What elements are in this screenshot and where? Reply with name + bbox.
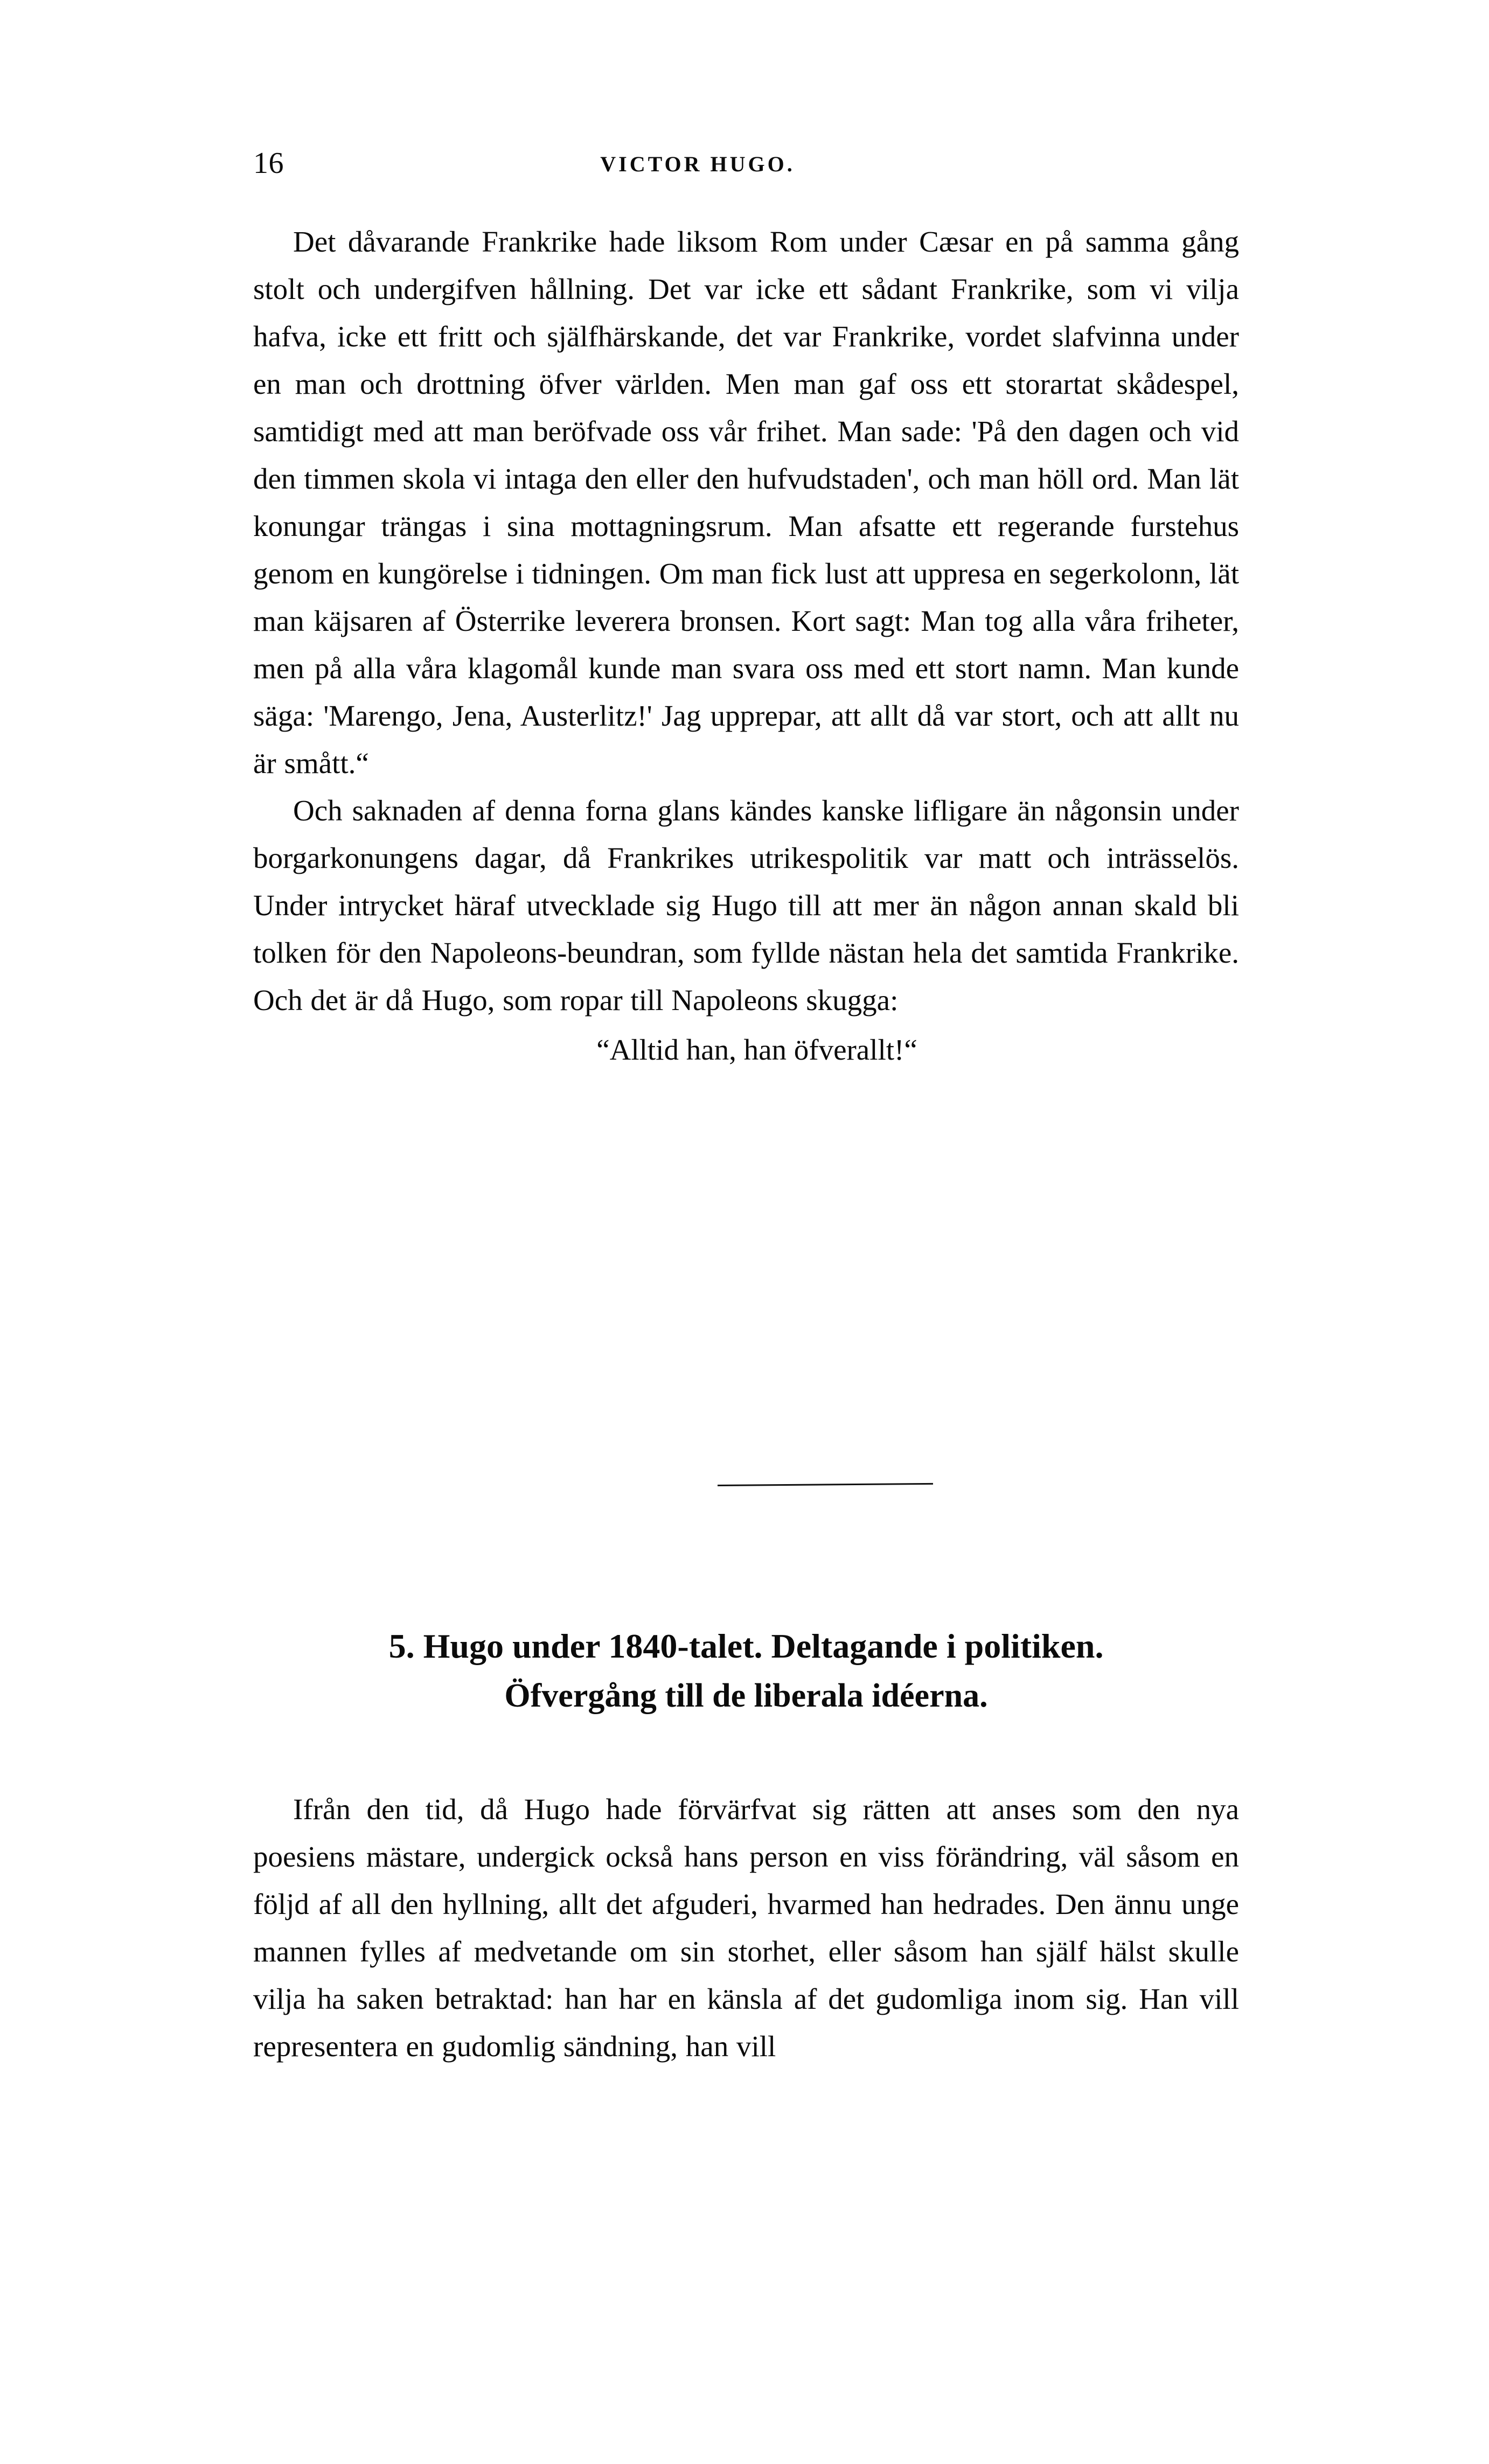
closing-text-block (253, 1786, 1239, 2070)
section-heading-line-2: Öfvergång till de liberala idéerna. (504, 1678, 988, 1714)
paragraph-quote-napoleon-era: Det dåvarande Frankrike hade liksom Rom under Cæsar en på samma gång stolt och undergifven hållning. Det var icke ett sådant Frankrike, som vi vilja hafva, icke ett fritt och själfhärskande, det var Frankrike, vordet slafvinna under en man och drottning öfver världen. Men man gaf oss ett storartat skådespel, samtidigt med att man beröfvade oss vår frihet. Man sade: 'På den dagen och vid den timmen skola vi intaga den eller den hufvudstaden', och man höll ord. Man lät konungar trängas i sina mottagningsrum. Man afsatte ett regerande furstehus genom en kungörelse i tidningen. Om man fick lust att uppresa en segerkolonn, lät man käjsaren af Österrike leverera bronsen. Kort sagt: Man tog alla våra friheter, men på alla våra klagomål kunde man svara oss med ett stort namn. Man kunde säga: 'Marengo, Jena, Austerlitz!' Jag upprepar, att allt då var stort, och att allt nu är smått.“ (253, 225, 1239, 779)
running-title: VICTOR HUGO. (600, 152, 795, 176)
verse-quote-line: “Alltid han, han öfverallt!“ (596, 1033, 917, 1066)
section-divider (0, 1476, 1489, 1498)
verse-quote-block (253, 1026, 1239, 1074)
section-heading (205, 1621, 1288, 1721)
divider-rule-line (718, 1483, 933, 1486)
main-text-block (253, 218, 1239, 1074)
paragraph-longing-for-glory: Och saknaden af denna forna glans kändes kanske lifligare än någonsin under borgarkonungens dagar, då Frankrikes utrikespolitik var matt och inträsselös. Under intrycket häraf utvecklade sig Hugo till att mer än någon annan skald bli tolken för den Napoleons-beundran, som fyllde nästan hela det samtida Frankrike. Och det är då Hugo, som ropar till Napoleons skugga: (253, 794, 1239, 1017)
page-number: 16 (253, 147, 284, 180)
section-heading-line-1: 5. Hugo under 1840-talet. Deltagande i politiken. (388, 1627, 1104, 1665)
running-head (253, 144, 1244, 182)
paragraph-hugo-persona: Ifrån den tid, då Hugo hade förvärfvat sig rätten att anses som den nya poesiens mästare, undergick också hans person en viss förändring, väl såsom en följd af all den hyllning, allt det afguderi, hvarmed han hedrades. Den ännu unge mannen fylles af medvetande om sin storhet, eller såsom han själf hälst skulle vilja ha saken betraktad: han har en känsla af det gudomliga inom sig. Han vill representera en gudomlig sändning, han vill (253, 1793, 1239, 2063)
